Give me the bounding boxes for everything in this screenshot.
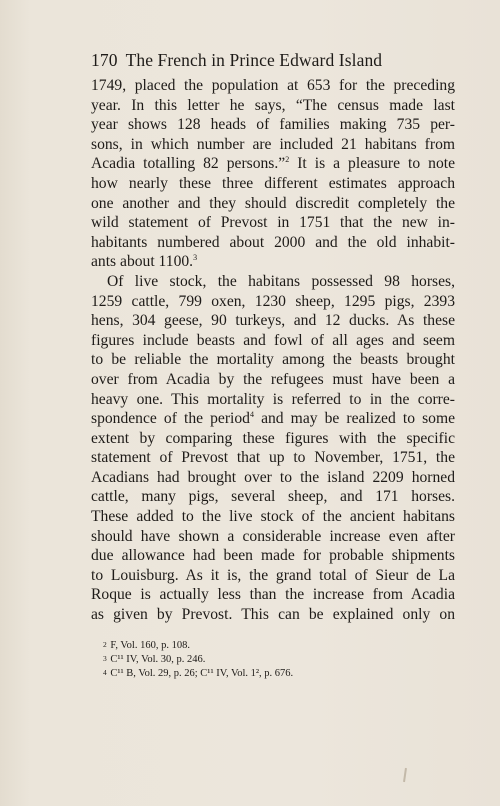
text-segment: It is a pleasure to note: [289, 155, 455, 173]
footnote-text: C¹¹ B, Vol. 29, p. 26; C¹¹ IV, Vol. 1², p. 676.: [110, 668, 294, 680]
text-segment: and may be realized to some: [253, 410, 456, 428]
text-line: habitants numbered about 2000 and the old inhabit-: [91, 233, 455, 251]
footnote: [103, 638, 443, 652]
text-line: one another and they should discredit completely the: [91, 194, 455, 212]
text-line: [91, 409, 455, 429]
text-line: due allowance had been made for probable shipments: [91, 547, 455, 565]
text-line: should have shown a considerable increase even after: [91, 527, 455, 545]
text-segment: Acadia totalling 82 persons.”: [91, 155, 286, 173]
text-line: Acadians had brought over to the island 2209 horned: [91, 468, 455, 486]
page-number: 170: [91, 50, 118, 70]
text-line: hens, 304 geese, 90 turkeys, and 12 ducks. As these: [91, 312, 455, 330]
text-line: 1259 cattle, 799 oxen, 1230 sheep, 1295 pigs, 2393: [91, 292, 455, 310]
text-line: These added to the live stock of the ancient habitans: [91, 508, 455, 526]
text-segment: spondence of the period: [91, 410, 250, 428]
text-line: sons, in which number are included 21 habitans from: [91, 135, 455, 153]
text-line: Roque is actually less than the increase from Acadia: [91, 586, 455, 604]
text-line: statement of Prevost that up to November, 1751, the: [91, 449, 455, 467]
footnote-ref: 2: [285, 155, 290, 165]
text-line: [91, 154, 455, 174]
footnotes: [103, 638, 443, 681]
text-line: to Louisburg. As it is, the grand total of Sieur de La: [91, 566, 455, 584]
text-line: [91, 252, 455, 272]
footnote-text: F, Vol. 160, p. 108.: [110, 640, 190, 651]
text-line: heavy one. This mortality is referred to in the corre-: [91, 390, 455, 408]
footnote-number: 3: [103, 654, 107, 664]
text-line: cattle, many pigs, several sheep, and 171 horses.: [91, 488, 455, 506]
text-segment: ants about 1100.: [91, 253, 194, 271]
text-line: wild statement of Prevost in 1751 that the new in-: [91, 214, 455, 232]
text-line: how nearly these three different estimates approach: [91, 174, 455, 192]
text-line: Of live stock, the habitans possessed 98 horses,: [107, 272, 455, 290]
text-line: year shows 128 heads of families making 735 per-: [91, 116, 455, 134]
footnote: [103, 652, 443, 666]
running-title: The French in Prince Edward Island: [125, 50, 383, 70]
text-line: figures include beasts and fowl of all ages and seem: [91, 331, 455, 349]
footnote: [103, 666, 443, 680]
text-line: 1749, placed the population at 653 for the preceding: [91, 77, 455, 94]
text-line: year. In this letter he says, “The census made last: [91, 96, 455, 114]
footnote-ref: 3: [193, 253, 198, 263]
body-text: [91, 76, 455, 625]
paper-mark: [403, 768, 407, 782]
text-line: extent by comparing these figures with the specific: [91, 429, 455, 447]
running-header: [91, 50, 416, 71]
text-line: over from Acadia by the refugees must have been a: [91, 370, 455, 388]
footnote-number: 4: [103, 668, 107, 678]
footnote-ref: 4: [249, 410, 254, 420]
text-line: as given by Prevost. This can be explained only on: [91, 606, 455, 624]
footnote-text: C¹¹ IV, Vol. 30, p. 246.: [110, 654, 206, 666]
footnote-number: 2: [103, 640, 107, 649]
text-line: to be reliable the mortality among the beasts brought: [91, 351, 455, 369]
